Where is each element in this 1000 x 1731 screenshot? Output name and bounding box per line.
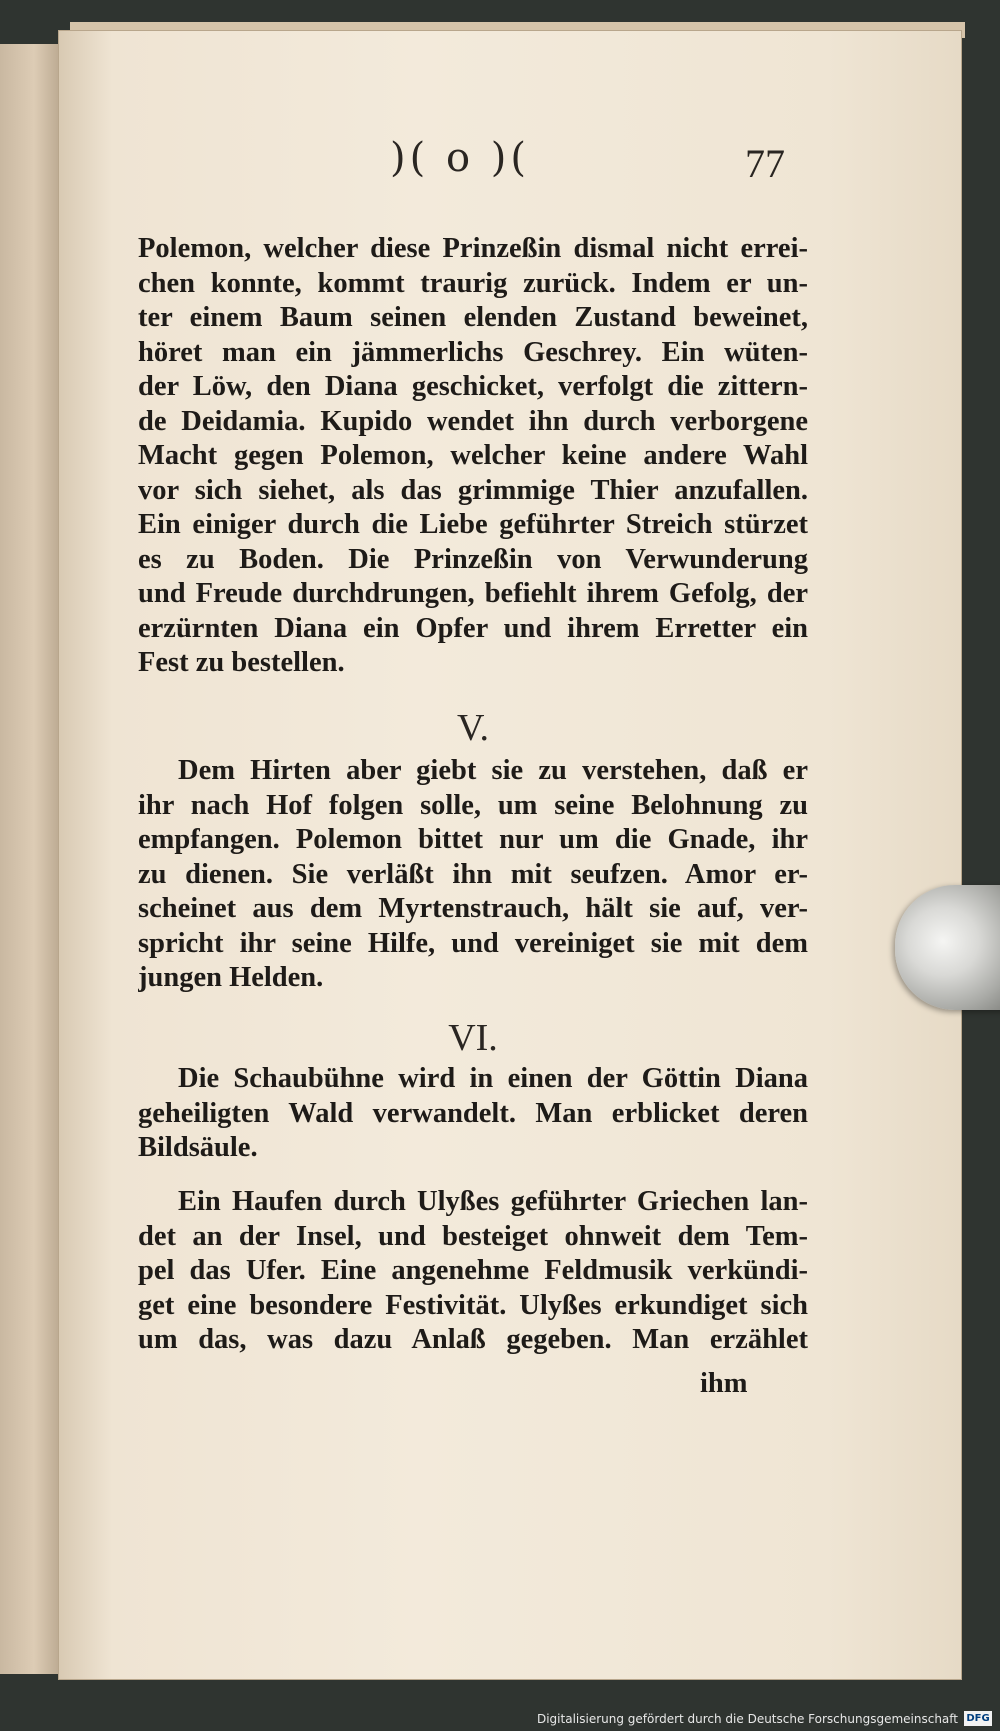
text-line: det an der Insel, und besteiget ohnweit dem Tem- bbox=[138, 1220, 808, 1252]
text-line: de Deidamia. Kupido wendet ihn durch verborgene bbox=[138, 405, 808, 437]
text-line: Ein Haufen durch Ulyßes geführter Griechen lan- bbox=[178, 1186, 808, 1217]
text-line: spricht ihr seine Hilfe, und vereiniget sie mit dem bbox=[138, 927, 808, 959]
text-line: höret man ein jämmerlichs Geschrey. Ein wüten- bbox=[138, 336, 808, 368]
text-line: jungen Helden. bbox=[138, 962, 324, 993]
text-line: geheiligten Wald verwandelt. Man erblicket deren bbox=[138, 1097, 808, 1129]
facing-page-edge bbox=[0, 44, 64, 1674]
text-line: Bildsäule. bbox=[138, 1132, 258, 1163]
text-line: get eine besondere Festivität. Ulyßes erkundiget sich bbox=[138, 1289, 808, 1321]
page-clip bbox=[895, 885, 1000, 1010]
text-line: Macht gegen Polemon, welcher keine andere Wahl bbox=[138, 440, 808, 471]
text-line: Ein einiger durch die Liebe geführter Streich stürzet bbox=[138, 509, 808, 540]
text-line: erzürnten Diana ein Opfer und ihrem Erretter ein bbox=[138, 612, 808, 644]
text-line: es zu Boden. Die Prinzeßin von Verwunderung bbox=[138, 543, 808, 575]
text-line: Dem Hirten aber giebt sie zu verstehen, daß er bbox=[178, 755, 808, 786]
text-line: ihr nach Hof folgen solle, um seine Belohnung zu bbox=[138, 789, 808, 821]
paragraph-section-vi-b bbox=[138, 1185, 808, 1358]
header-ornament: )( o )( bbox=[390, 135, 530, 181]
text-line: der Löw, den Diana geschicket, verfolgt die zittern- bbox=[138, 371, 808, 402]
paragraph-1 bbox=[138, 232, 808, 681]
paragraph-section-v bbox=[138, 754, 808, 996]
text-line: Die Schaubühne wird in einen der Göttin Diana bbox=[178, 1063, 808, 1094]
text-line: pel das Ufer. Eine angenehme Feldmusik verkündi- bbox=[138, 1255, 808, 1286]
text-line: und Freude durchdrungen, befiehlt ihrem Gefolg, der bbox=[138, 578, 808, 609]
text-line: Polemon, welcher diese Prinzeßin dismal nicht errei- bbox=[138, 233, 808, 264]
text-line: Fest zu bestellen. bbox=[138, 647, 345, 678]
text-line: chen konnte, kommt traurig zurück. Indem er un- bbox=[138, 267, 808, 299]
text-line: um das, was dazu Anlaß gegeben. Man erzählet bbox=[138, 1324, 808, 1355]
paragraph-section-vi-a bbox=[138, 1062, 808, 1166]
text-line: scheinet aus dem Myrtenstrauch, hält sie auf, ver- bbox=[138, 893, 808, 924]
section-heading-vi: VI. bbox=[448, 1017, 498, 1059]
catchword: ihm bbox=[700, 1368, 748, 1399]
section-heading-v: V. bbox=[456, 707, 490, 749]
text-line: empfangen. Polemon bittet nur um die Gnade, ihr bbox=[138, 824, 808, 855]
text-line: ter einem Baum seinen elenden Zustand beweinet, bbox=[138, 302, 808, 333]
text-line: vor sich siehet, als das grimmige Thier anzufallen. bbox=[138, 474, 808, 506]
page-number: 77 bbox=[745, 141, 785, 186]
dfg-logo: DFG bbox=[964, 1711, 992, 1726]
footer-credit: Digitalisierung gefördert durch die Deutsche Forschungsgemeinschaft bbox=[536, 1712, 958, 1726]
text-line: zu dienen. Sie verläßt ihn mit seufzen. Amor er- bbox=[138, 858, 808, 890]
